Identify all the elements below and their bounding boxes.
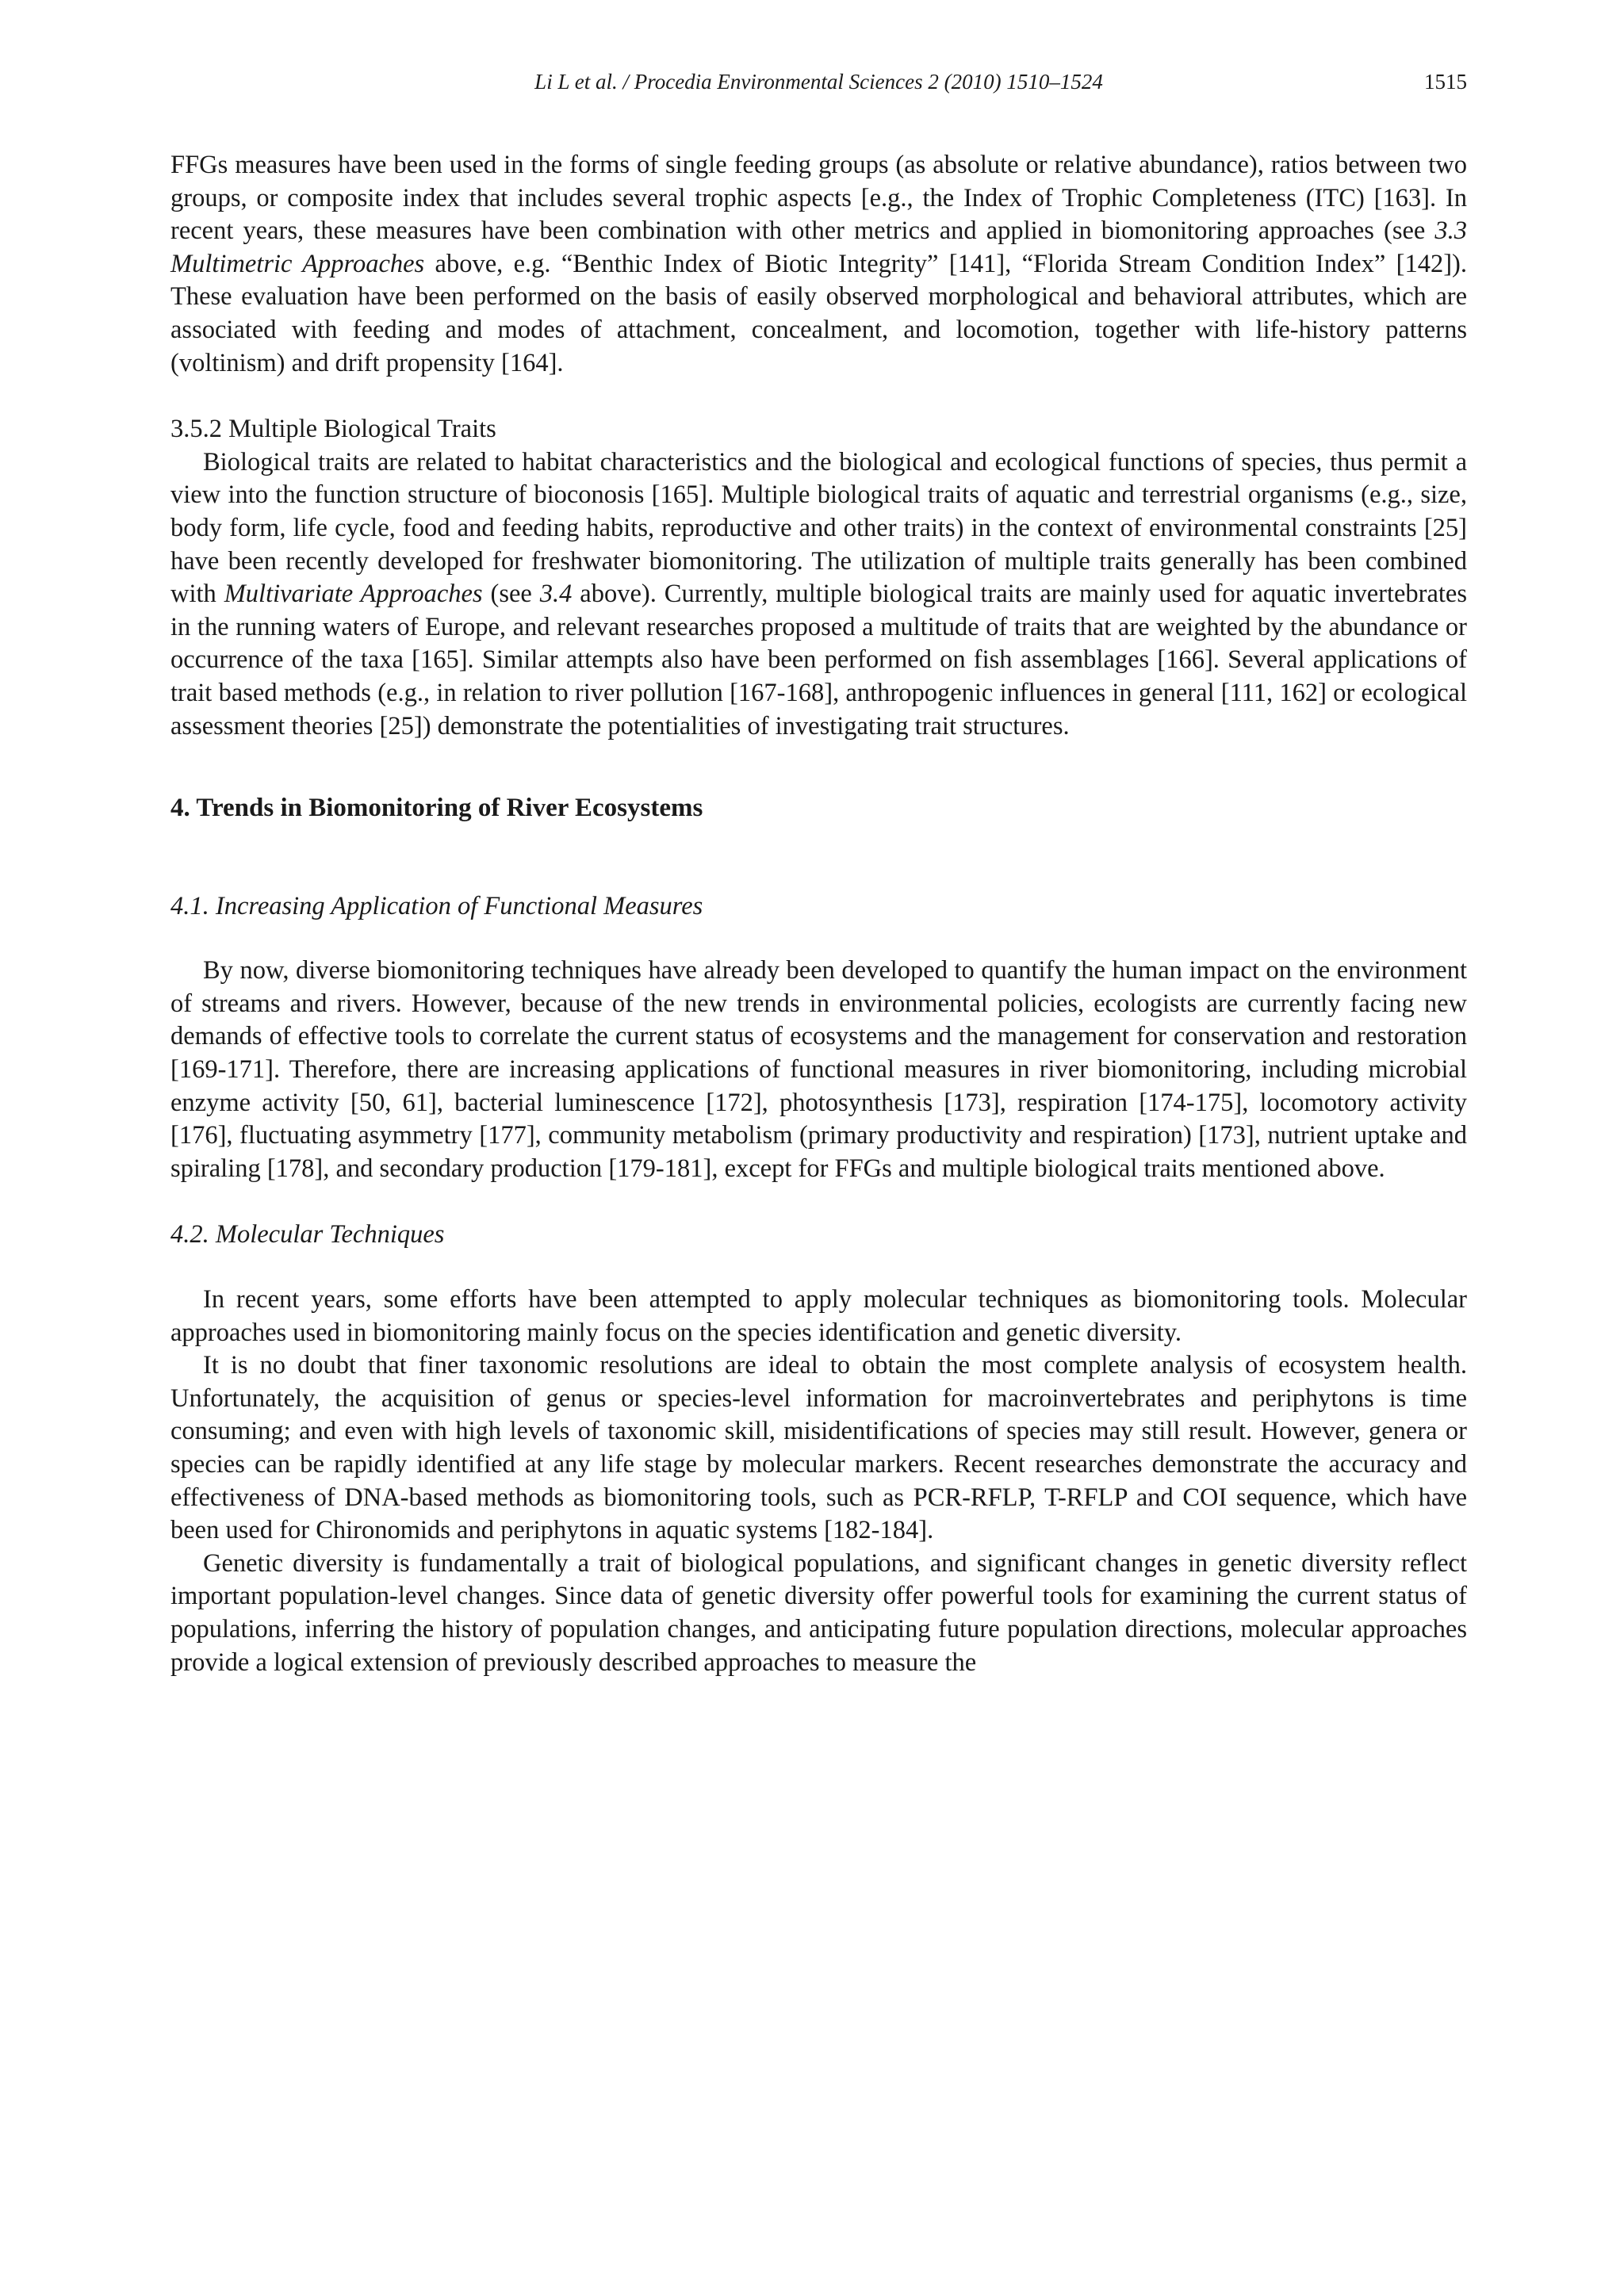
- text-run: (see: [482, 580, 540, 609]
- italic-reference: Multivariate Approaches: [224, 580, 483, 609]
- subsection-heading-4-2: 4.2. Molecular Techniques: [170, 1220, 445, 1249]
- paragraph-functional-measures: By now, diverse biomonitoring techniques have already been developed to quantify the human impact on the environment of streams and rivers. However, because of the new trends in environmental policies, ecologists are currently facing new demands of effective tools to correlate the current status of ecosystems and the management for conservation and restoration [169-171]. Therefore, there are increasing applications of functional measures in river biomonitoring, including microbial enzyme activity [50, 61], bacterial luminescence [172], photosynthesis [173], respiration [174-175], locomotory activity [176], fluctuating asymmetry [177], community metabolism (primary productivity and respiration) [173], nutrient uptake and spiraling [178], and secondary production [179-181], except for FFGs and multiple biological traits mentioned above.: [170, 956, 1467, 1183]
- text-run: Biological traits are related to habitat characteristics and the biological and ecological functions of species, thus permit a view into the function structure of bioconosis [165]. Multiple biological traits of aquatic and terrestrial organisms (e.g., size, body form, life cycle, food and feeding habits, reproductive and other traits) in the context of environmental constraints [25] have been recently developed for freshwater biomonitoring. The utilization of multiple traits generally has been combined with: [170, 447, 1467, 609]
- paragraph-taxonomic-resolution: It is no doubt that finer taxonomic resolutions are ideal to obtain the most complete analysis of ecosystem health. Unfortunately, the acquisition of genus or species-level information for macroinvertebrates and periphytons is time consuming; and even with high levels of taxonomic skill, misidentifications of species may still result. However, genera or species can be rapidly identified at any life stage by molecular markers. Recent researches demonstrate the accuracy and effectiveness of DNA-based methods as biomonitoring tools, such as PCR-RFLP, T-RFLP and COI sequence, which have been used for Chironomids and periphytons in aquatic systems [182-184].: [170, 1351, 1467, 1545]
- article-body: [170, 149, 1467, 1679]
- text-run: above). Currently, multiple biological traits are mainly used for aquatic invertebrates in the running waters of Europe, and relevant researches proposed a multitude of traits that are weighted by the abundance or occurrence of the taxa [165]. Similar attempts also have been performed on fish assemblages [166]. Several applications of trait based methods (e.g., in relation to river pollution [167-168], anthropogenic influences in general [111, 162] or ecological assessment theories [25]) demonstrate the potentialities of investigating trait structures.: [170, 580, 1468, 740]
- running-header: [170, 70, 1467, 101]
- page-number: 1515: [1424, 70, 1467, 94]
- paragraph-genetic-diversity: Genetic diversity is fundamentally a trait of biological populations, and significant changes in genetic diversity reflect important population-level changes. Since data of genetic diversity offer powerful tools for examining the current status of populations, inferring the history of population changes, and anticipating future population directions, molecular approaches provide a logical extension of previously described approaches to measure the: [170, 1548, 1467, 1677]
- section-heading-4: 4. Trends in Biomonitoring of River Ecosystems: [170, 794, 703, 823]
- italic-reference: 3.4: [539, 580, 573, 609]
- text-run: FFGs measures have been used in the forms of single feeding groups (as absolute or relative abundance), ratios between two groups, or composite index that includes several trophic aspects [e.g., the Index of Trophic Completeness (ITC) [163]. In recent years, these measures have been combination with other metrics and applied in biomonitoring approaches (see: [170, 151, 1467, 246]
- paragraph-ffgs-measures: [170, 149, 1467, 380]
- subsection-heading-4-1: 4.1. Increasing Application of Functional Measures: [170, 891, 703, 920]
- subsection-heading-3-5-2: 3.5.2 Multiple Biological Traits: [170, 415, 496, 444]
- paragraph-biological-traits: [170, 446, 1467, 743]
- text-run: above, e.g. “Benthic Index of Biotic Integrity” [141], “Florida Stream Condition Index” [142]). These evaluation have been performed on the basis of easily observed morphological and behavioral attributes, which are associated with feeding and modes of attachment, concealment, and locomotion, together with life-history patterns (voltinism) and drift propensity [164].: [170, 249, 1467, 377]
- paragraph-molecular-intro: In recent years, some efforts have been attempted to apply molecular techniques as biomonitoring tools. Molecular approaches used in biomonitoring mainly focus on the species identification and genetic diversity.: [170, 1285, 1467, 1347]
- italic-reference: 3.3 Multimetric Approaches: [170, 216, 1467, 278]
- journal-citation: Li L et al. / Procedia Environmental Sciences 2 (2010) 1510–1524: [534, 70, 1103, 94]
